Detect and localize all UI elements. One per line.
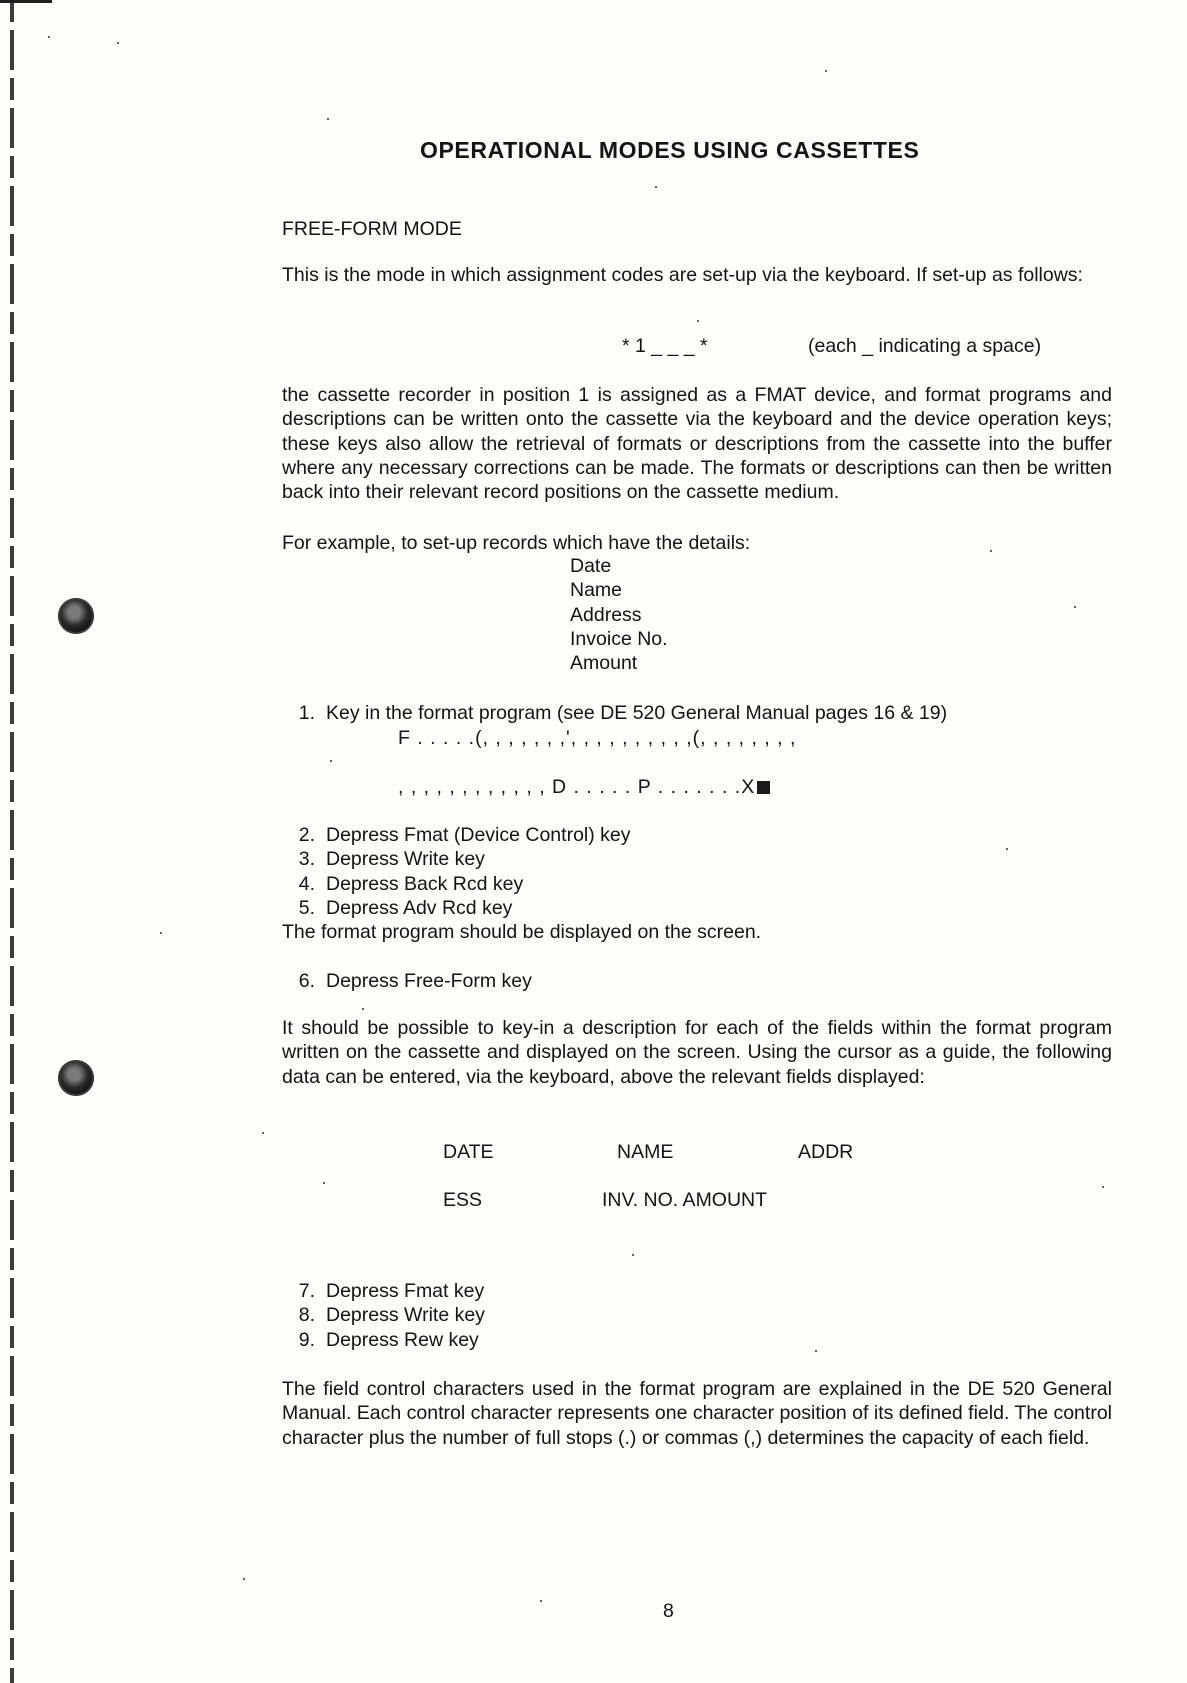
format-program-line-2 — [398, 775, 770, 799]
step-text: Key in the format program (see DE 520 General Manual pages 16 & 19) — [326, 702, 948, 724]
field-label-date: DATE — [443, 1141, 494, 1163]
step-number: 6. — [298, 970, 315, 992]
steps-list-a — [282, 701, 947, 725]
steps-list-b — [282, 823, 631, 920]
intro-paragraph: This is the mode in which assignment codes are set-up via the keyboard. If set-up as follows: — [282, 264, 1083, 286]
speck — [323, 1182, 325, 1184]
step-text: Depress Fmat key — [326, 1280, 485, 1302]
speck — [825, 70, 827, 72]
end-marker-icon — [757, 781, 770, 794]
speck — [540, 1600, 542, 1602]
step-number: 5. — [298, 896, 315, 919]
freeform-paragraph: It should be possible to key-in a description for each of the fields within the format program written on the cassette and displayed on the screen. Using the cursor as a guide, the following data can be entered, via the keyboard, above the relevant fields displayed: — [282, 1017, 1112, 1088]
step-item — [282, 847, 631, 871]
speck — [815, 1350, 817, 1352]
record-detail: Address — [570, 603, 642, 626]
speck — [655, 186, 657, 188]
description-paragraph: the cassette recorder in position 1 is assigned as a FMAT device, and format programs and descriptions can be written onto the cassette via the keyboard and the device operation keys; these keys also allow the retrieval of formats or descriptions from the cassette into the buffer where any necessary corrections can be made. The formats or descriptions can then be written back into their relevant record positions on the cassette medium. — [282, 384, 1112, 504]
speck — [632, 1254, 634, 1256]
page-heading: OPERATIONAL MODES USING CASSETTES — [420, 137, 920, 163]
step-text: Depress Free-Form key — [326, 970, 532, 992]
step-text: Depress Write key — [326, 1304, 485, 1327]
steps-list-d — [282, 1279, 485, 1352]
displayed-note: The format program should be displayed on the screen. — [282, 921, 762, 943]
record-detail: Name — [570, 579, 623, 602]
speck — [990, 550, 992, 552]
format-program-line-1: F . . . . .(, , , , , , ,', , , , , , , , , ,(, , , , , , , , — [398, 727, 797, 749]
speck — [697, 320, 699, 322]
speck — [1074, 606, 1076, 608]
step-text: Depress Fmat (Device Control) key — [326, 824, 631, 846]
setup-note: (each _ indicating a space) — [808, 335, 1042, 357]
record-detail: Invoice No. — [570, 627, 668, 650]
speck — [327, 118, 329, 120]
step-item — [282, 701, 947, 725]
step-item — [282, 1328, 485, 1352]
page-number: 8 — [663, 1600, 674, 1622]
step-number: 3. — [298, 848, 315, 871]
step-text: Depress Rew key — [326, 1328, 479, 1351]
step-number: 7. — [298, 1280, 315, 1302]
step-item — [282, 823, 631, 847]
record-detail: Amount — [570, 652, 638, 675]
step-number: 9. — [298, 1328, 315, 1351]
speck — [362, 1008, 364, 1010]
step-item — [282, 872, 631, 896]
punch-hole-upper — [58, 598, 94, 634]
step-number: 8. — [298, 1304, 315, 1327]
setup-code: * 1 _ _ _ * — [622, 335, 708, 357]
binding-edge — [10, 0, 14, 1683]
field-label-inv-amount: INV. NO. AMOUNT — [602, 1189, 768, 1211]
speck — [1006, 848, 1008, 850]
step-item — [282, 1303, 485, 1327]
step-number: 2. — [298, 824, 315, 846]
step-item — [282, 1279, 485, 1303]
step-number: 4. — [298, 872, 315, 895]
speck — [243, 1578, 245, 1580]
step-number: 1. — [298, 702, 315, 724]
closing-paragraph: The field control characters used in the format program are explained in the DE 520 General Manual. Each control character represents one character position of its defined field. The control character plus the number of full stops (.) or commas (,) determines the capacity of each field. — [282, 1378, 1112, 1449]
speck — [262, 1132, 264, 1134]
step-text: Depress Back Rcd key — [326, 872, 524, 895]
speck — [48, 36, 50, 38]
example-intro: For example, to set-up records which have the details: — [282, 532, 751, 554]
record-details-list — [570, 554, 668, 675]
step-item — [282, 896, 631, 920]
step-item — [282, 969, 532, 993]
speck — [160, 932, 162, 934]
format-program-text: , , , , , , , , , , , , D . . . . . P . . . . . . .X — [398, 776, 756, 798]
field-label-ess: ESS — [443, 1189, 483, 1211]
steps-list-c — [282, 969, 532, 993]
step-text: Depress Write key — [326, 848, 485, 871]
punch-hole-lower — [58, 1060, 94, 1096]
speck — [1102, 1186, 1104, 1188]
field-label-addr: ADDR — [798, 1141, 854, 1163]
section-title: FREE-FORM MODE — [282, 218, 462, 240]
step-text: Depress Adv Rcd key — [326, 896, 513, 919]
record-detail: Date — [570, 555, 612, 577]
binding-edge-top — [0, 0, 52, 3]
speck — [117, 42, 119, 44]
field-label-name: NAME — [617, 1141, 674, 1163]
speck — [330, 760, 332, 762]
